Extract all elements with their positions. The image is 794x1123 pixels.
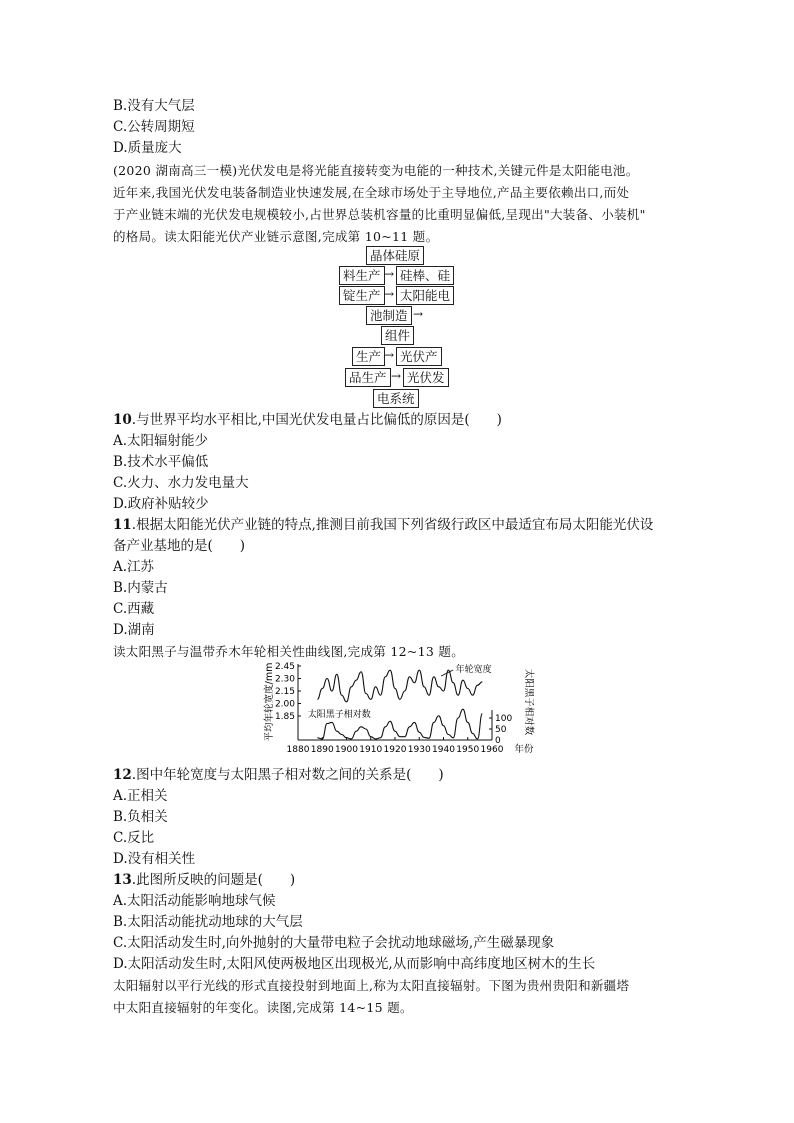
intro-paragraph-line: 近年来,我国光伏发电装备制造业快速发展,在全球市场处于主导地位,产品主要依赖出口,而处 <box>113 185 630 200</box>
option-a: A.江苏 <box>113 559 155 575</box>
option-c: C.公转周期短 <box>113 119 195 135</box>
option-d: D.没有相关性 <box>113 851 196 867</box>
flow-box: 组件 <box>381 326 414 345</box>
flow-box: 光伏发 <box>403 368 449 387</box>
flow-box: 池制造 <box>366 306 412 325</box>
question-text: .与世界平均水平相比,中国光伏发电量占比偏低的原因是( ) <box>131 412 502 428</box>
y-left-axis-label: 平均年轮宽度/mm <box>264 662 275 742</box>
flow-arrow: → <box>384 348 395 362</box>
series-label-tree-ring: 年轮宽度 <box>455 665 492 675</box>
flow-arrow: → <box>384 287 395 301</box>
sunspot-tree-ring-chart <box>250 660 550 766</box>
question-13-stem <box>113 872 295 889</box>
flow-box: 料生产 <box>339 266 385 285</box>
option-c: C.西藏 <box>113 601 155 617</box>
intro-paragraph-line: 的格局。读太阳能光伏产业链示意图,完成第 10~11 题。 <box>113 229 439 244</box>
x-tick-label: 1900 <box>335 745 358 755</box>
x-tick-label: 1890 <box>310 745 334 755</box>
flow-box: 电系统 <box>373 389 419 408</box>
y-left-tick-label: 2.00 <box>274 699 295 710</box>
x-tick-label: 1960 <box>480 745 504 755</box>
option-b: B.负相关 <box>113 809 168 825</box>
question-11-stem-cont: 备产业基地的是( ) <box>113 538 246 554</box>
x-tick-label: 1910 <box>359 745 383 755</box>
flow-box: 太阳能电 <box>396 286 454 305</box>
x-tick-label: 1940 <box>432 745 455 755</box>
x-tick-label: 1950 <box>456 745 480 755</box>
intro-paragraph-line: 中太阳直接辐射的年变化。读图,完成第 14~15 题。 <box>113 1000 413 1015</box>
intro-paragraph-line: 读太阳黑子与温带乔木年轮相关性曲线图,完成第 12~13 题。 <box>113 644 465 659</box>
option-c: C.反比 <box>113 830 155 846</box>
flow-box: 品生产 <box>345 368 391 387</box>
flow-box: 硅棒、硅 <box>396 266 454 285</box>
x-tick-label: 1930 <box>407 745 431 755</box>
option-d: D.太阳活动发生时,太阳风使两极地区出现极光,从而影响中高纬度地区树木的生长 <box>113 956 596 972</box>
question-10-stem <box>113 412 502 429</box>
question-12-stem <box>113 767 444 784</box>
y-left-tick-label: 1.85 <box>274 712 295 722</box>
option-b: B.内蒙古 <box>113 580 168 596</box>
y-left-tick-label: 2.30 <box>274 674 295 685</box>
y-right-tick-label: 100 <box>495 714 513 724</box>
option-d: D.湖南 <box>113 622 155 638</box>
x-tick-label: 1880 <box>286 745 310 755</box>
y-left-tick-label: 2.45 <box>274 662 295 672</box>
flow-arrow: → <box>413 307 424 321</box>
question-11-stem <box>113 517 653 534</box>
question-text: .图中年轮宽度与太阳黑子相对数之间的关系是( ) <box>131 767 444 783</box>
question-text: .此图所反映的问题是( ) <box>131 872 296 888</box>
flow-arrow: → <box>384 267 395 281</box>
intro-paragraph-line: 太阳辐射以平行光线的形式直接投射到地面上,称为太阳直接辐射。下图为贵州贵阳和新疆塔 <box>113 978 630 993</box>
option-c: C.火力、水力发电量大 <box>113 475 249 491</box>
option-a: A.太阳活动能影响地球气候 <box>113 893 276 909</box>
flow-box: 晶体硅原 <box>366 246 424 265</box>
y-left-tick-label: 2.15 <box>274 687 295 697</box>
option-a: A.太阳辐射能少 <box>113 433 209 449</box>
flow-box: 锭生产 <box>339 286 385 305</box>
flow-box: 生产 <box>352 347 385 366</box>
option-d: D.质量庞大 <box>113 140 182 156</box>
y-right-tick-label: 0 <box>495 736 501 746</box>
question-text: .根据太阳能光伏产业链的特点,推测目前我国下列省级行政区中最适宜布局太阳能光伏设 <box>131 517 654 533</box>
intro-paragraph-line: (2020 湖南高三一模)光伏发电是将光能直接转变为电能的一种技术,关键元件是太阳能电池。 <box>113 163 639 178</box>
option-a: A.正相关 <box>113 788 168 804</box>
flow-arrow: → <box>391 369 402 383</box>
x-axis-label: 年份 <box>514 744 534 755</box>
series-label-sunspot: 太阳黑子相对数 <box>307 710 371 720</box>
flow-box: 光伏产 <box>396 347 442 366</box>
option-b: B.没有大气层 <box>113 98 195 114</box>
option-d: D.政府补贴较少 <box>113 496 209 512</box>
question-number: 11 <box>113 517 132 533</box>
option-c: C.太阳活动发生时,向外抛射的大量带电粒子会扰动地球磁场,产生磁暴现象 <box>113 935 555 951</box>
option-b: B.太阳活动能扰动地球的大气层 <box>113 914 303 930</box>
option-b: B.技术水平偏低 <box>113 454 209 470</box>
question-number: 12 <box>113 767 132 783</box>
y-right-tick-label: 50 <box>495 725 507 735</box>
x-tick-label: 1920 <box>383 745 407 755</box>
intro-paragraph-line: 于产业链末端的光伏发电规模较小,占世界总装机容量的比重明显偏低,呈现出"大装备、小装机" <box>113 207 646 222</box>
question-number: 10 <box>113 412 132 428</box>
question-number: 13 <box>113 872 132 888</box>
y-right-axis-label: 太阳黑子相对数 <box>523 668 534 736</box>
